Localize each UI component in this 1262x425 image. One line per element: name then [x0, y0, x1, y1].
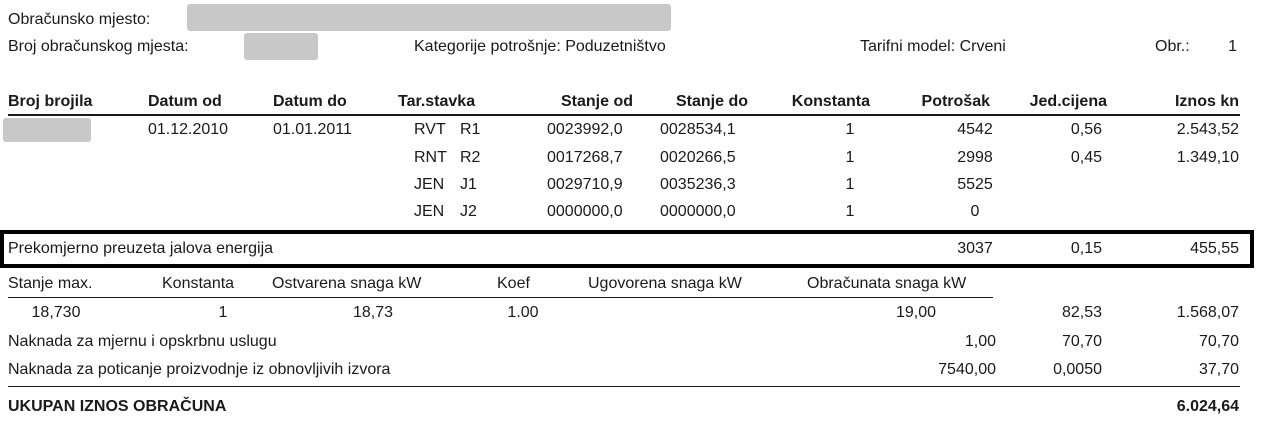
consumption-category: Kategorije potrošnje: Poduzetništvo: [414, 38, 666, 55]
location-label: Obračunsko mjesto:: [8, 11, 151, 28]
reactive-energy-label: Prekomjerno preuzeta jalova energija: [8, 240, 274, 257]
cell-reading-to: 0028534,1: [660, 121, 736, 138]
cell-tariff-code: JEN: [414, 203, 445, 220]
cell-reading-to: 0000000,0: [660, 203, 736, 220]
cell-amount: 1.349,10: [1176, 149, 1239, 166]
col-reading-to: Stanje do: [675, 93, 748, 110]
cell-realized-power: 18,73: [352, 304, 394, 321]
col-amount: Iznos kn: [1174, 93, 1239, 110]
redacted-meter-number: [3, 118, 91, 142]
obr-value: 1: [1228, 38, 1237, 55]
col-coefficient: Koef: [497, 275, 530, 292]
cell-reading-from: 0023992,0: [547, 121, 623, 138]
cell-tariff-sub: J1: [460, 176, 477, 193]
fee-label: Naknada za poticanje proizvodnje iz obnovljivih izvora: [8, 361, 391, 378]
col-contracted-power: Ugovorena snaga kW: [588, 275, 742, 292]
col-date-from: Datum od: [148, 93, 222, 110]
total-label: UKUPAN IZNOS OBRAČUNA: [8, 398, 227, 415]
fee-price: 70,70: [1061, 333, 1102, 350]
cell-reading-from: 0017268,7: [547, 149, 623, 166]
col-reading-from: Stanje od: [560, 93, 633, 110]
cell-coefficient: 1.00: [507, 304, 539, 321]
total-divider: [8, 386, 1240, 387]
tariff-model: Tarifni model: Crveni: [860, 38, 1006, 55]
col-date-to: Datum do: [273, 93, 347, 110]
cell-unit-price: 0,45: [1070, 149, 1102, 166]
col-tariff-item: Tar.stavka: [398, 93, 476, 110]
cell-date-from: 01.12.2010: [148, 121, 229, 138]
cell-constant: 1: [845, 203, 855, 220]
cell-consumption: 2998: [957, 149, 993, 166]
power-header-divider: [8, 297, 993, 298]
cell-consumption: 0: [970, 203, 980, 220]
cell-unit-price: 0,56: [1070, 121, 1102, 138]
cell-constant: 1: [845, 149, 855, 166]
total-amount: 6.024,64: [1176, 398, 1239, 415]
col-unit-price: Jed.cijena: [1029, 93, 1107, 110]
cell-power-price: 82,53: [1061, 304, 1102, 321]
cell-reading-to: 0020266,5: [660, 149, 736, 166]
cell-reading-to: 0035236,3: [660, 176, 736, 193]
cell-consumption: 4542: [957, 121, 993, 138]
redacted-location: [187, 4, 671, 31]
col-constant: Konstanta: [791, 93, 870, 110]
col-consumption: Potrošak: [921, 93, 990, 110]
fee-price: 0,0050: [1053, 361, 1102, 378]
col-meter-number: Broj brojila: [8, 93, 93, 110]
cell-date-to: 01.01.2011: [273, 121, 352, 138]
fee-amount: 70,70: [1198, 333, 1239, 350]
cell-tariff-code: RVT: [414, 121, 446, 138]
cell-constant: 1: [845, 176, 855, 193]
obr-label: Obr.:: [1155, 38, 1190, 55]
cell-constant: 1: [845, 121, 855, 138]
cell-amount: 2.543,52: [1176, 121, 1239, 138]
reactive-unit-price: 0,15: [1070, 240, 1102, 257]
redacted-account-number: [244, 33, 318, 60]
cell-consumption: 5525: [957, 176, 993, 193]
cell-power-constant: 1: [218, 304, 228, 321]
cell-power-amount: 1.568,07: [1176, 304, 1239, 321]
col-billed-power: Obračunata snaga kW: [807, 275, 967, 292]
col-max-reading: Stanje max.: [8, 275, 93, 292]
header-divider: [8, 114, 1240, 116]
col-realized-power: Ostvarena snaga kW: [272, 275, 422, 292]
cell-reading-from: 0029710,9: [547, 176, 623, 193]
fee-label: Naknada za mjernu i opskrbnu uslugu: [8, 333, 277, 350]
cell-max-reading: 18,730: [31, 304, 81, 321]
cell-tariff-sub: J2: [460, 203, 477, 220]
reactive-consumption: 3037: [957, 240, 993, 257]
cell-tariff-sub: R1: [460, 121, 481, 138]
col-power-constant: Konstanta: [162, 275, 235, 292]
fee-quantity: 7540,00: [938, 361, 996, 378]
cell-tariff-code: JEN: [414, 176, 445, 193]
fee-amount: 37,70: [1198, 361, 1239, 378]
cell-tariff-code: RNT: [414, 149, 447, 166]
cell-billed-power: 19,00: [895, 304, 937, 321]
reactive-amount: 455,55: [1190, 240, 1239, 257]
cell-reading-from: 0000000,0: [547, 203, 623, 220]
fee-quantity: 1,00: [964, 333, 996, 350]
account-label: Broj obračunskog mjesta:: [8, 38, 189, 55]
cell-tariff-sub: R2: [460, 149, 481, 166]
